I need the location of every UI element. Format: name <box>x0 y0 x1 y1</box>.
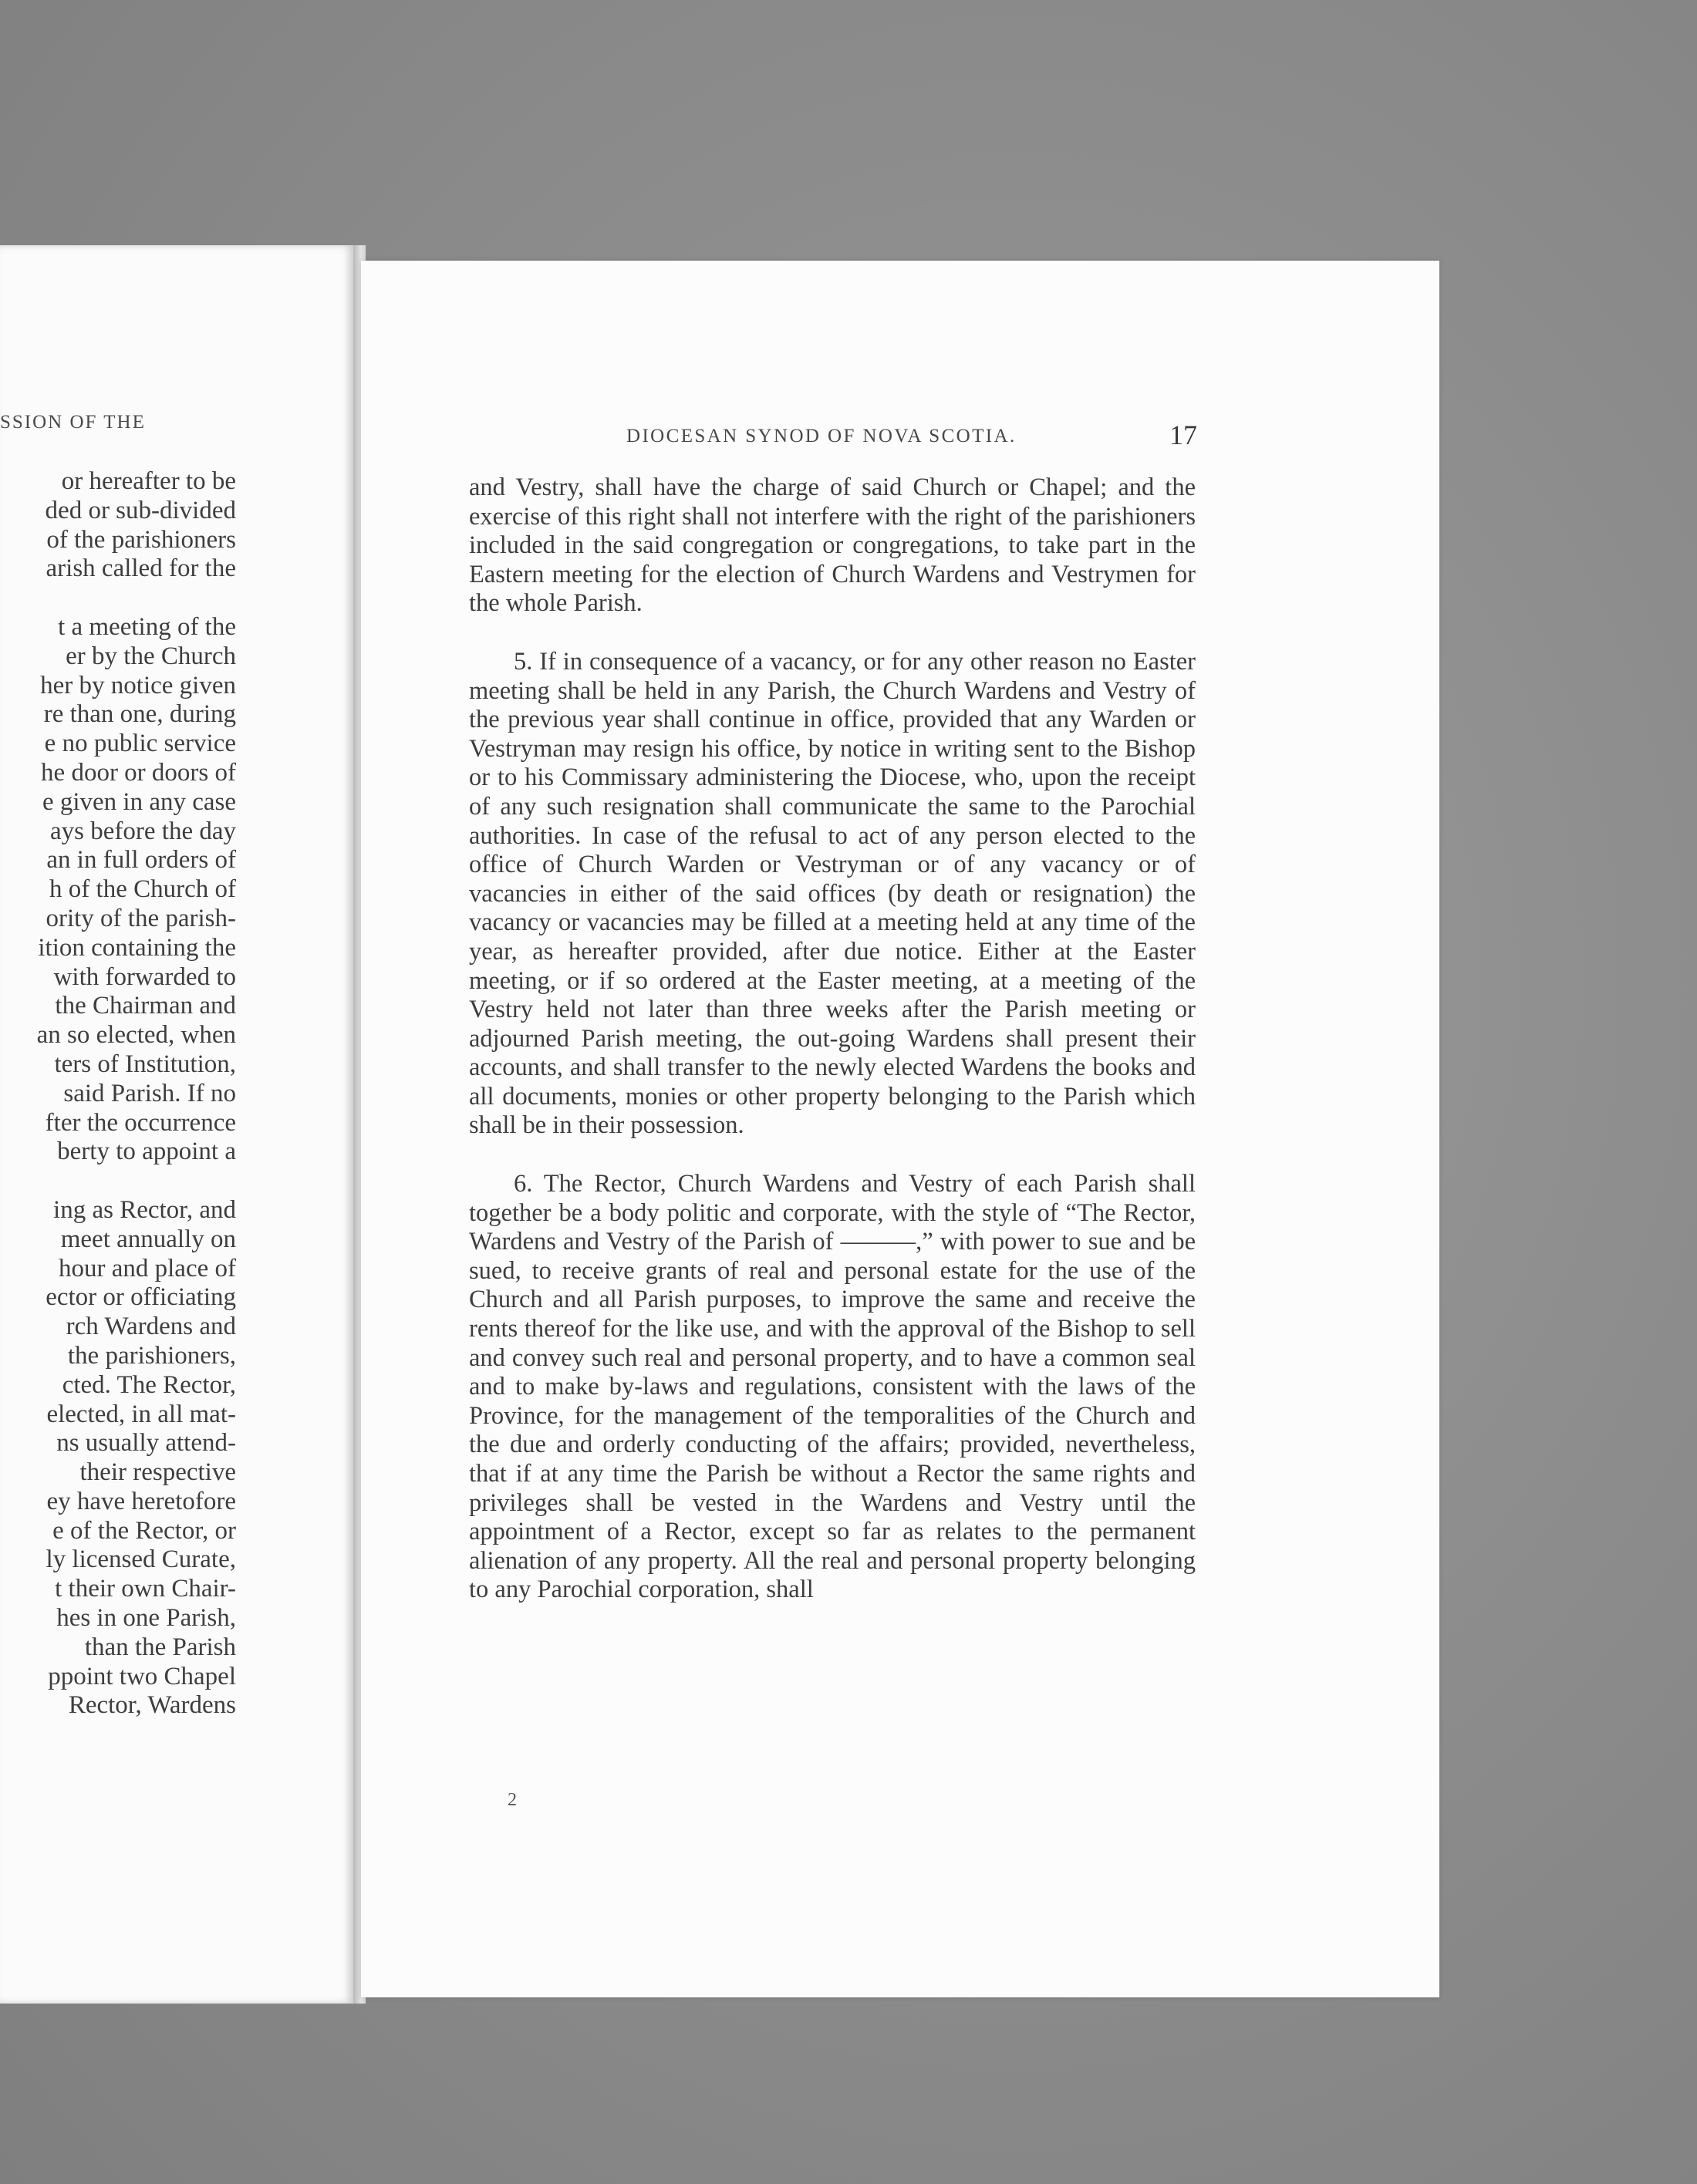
left-text-line: with forwarded to <box>53 962 236 991</box>
left-text-line: e of the Rector, or <box>52 1516 236 1545</box>
left-text-line: e given in any case <box>42 787 236 816</box>
left-text-line: meet annually on <box>60 1225 236 1253</box>
left-text-line: t their own Chair- <box>55 1575 236 1603</box>
left-text-line: or hereafter to be <box>61 467 236 495</box>
left-text-line: ey have heretofore <box>46 1487 236 1515</box>
left-text-line: h of the Church of <box>49 875 236 904</box>
left-text-line: an so elected, when <box>36 1021 236 1050</box>
left-text-line: ector or officiating <box>46 1283 236 1312</box>
left-text-line: fter the occurrence <box>45 1108 236 1137</box>
left-text-line: said Parish. If no <box>63 1079 236 1107</box>
left-text-line: their respective <box>79 1458 236 1487</box>
left-text-line: an in full orders of <box>46 846 236 875</box>
left-text-line: ters of Institution, <box>54 1050 236 1078</box>
left-text-line: elected, in all mat- <box>46 1400 236 1428</box>
page-number: 17 <box>1169 420 1197 450</box>
left-text-line: rch Wardens and <box>66 1313 236 1341</box>
left-text-line: the parishioners, <box>67 1341 236 1370</box>
left-text-line: ition containing the <box>38 933 236 962</box>
left-text-line: berty to appoint a <box>57 1138 236 1166</box>
left-page-text <box>0 467 236 1721</box>
signature-mark: 2 <box>508 1790 517 1810</box>
left-text-line: hour and place of <box>59 1254 236 1282</box>
left-text-line: he door or doors of <box>41 758 236 787</box>
left-text-line: ays before the day <box>50 817 236 845</box>
left-text-line <box>0 1167 236 1196</box>
left-text-line: ded or sub-divided <box>45 496 236 524</box>
left-text-line: e no public service <box>44 730 236 758</box>
left-text-line: er by the Church <box>66 642 236 670</box>
left-text-line: ns usually attend- <box>56 1429 236 1458</box>
left-text-line: Rector, Wardens <box>68 1691 236 1720</box>
left-text-line: than the Parish <box>84 1633 236 1661</box>
left-text-line: hes in one Parish, <box>56 1604 236 1633</box>
left-text-line: ing as Rector, and <box>53 1195 236 1224</box>
left-running-head: SSION OF THE <box>0 412 146 433</box>
right-running-head: DIOCESAN SYNOD OF NOVA SCOTIA. <box>626 426 1017 447</box>
left-text-line: ly licensed Curate, <box>46 1545 236 1574</box>
left-page <box>0 245 353 2004</box>
left-text-line: her by notice given <box>40 671 236 699</box>
left-text-line: ppoint two Chapel <box>48 1662 236 1690</box>
left-text-line: cted. The Rector, <box>62 1370 236 1399</box>
left-text-line: re than one, during <box>43 700 236 729</box>
left-text-line: arish called for the <box>46 554 236 583</box>
left-text-line: ority of the parish- <box>46 904 236 932</box>
right-page <box>361 261 1439 1997</box>
left-text-line <box>0 584 236 613</box>
left-text-line: of the parishioners <box>46 525 236 554</box>
right-page-body <box>469 474 1196 1605</box>
paragraph-section-5: 5. If in consequence of a vacancy, or for any other reason no Easter meeting shall be held in any Parish, the Church Wardens and Vestry of the previous year shall continue in office, provided that any Warden or Vestryman may resign his office, by notice in writing sent to the Bishop or to his Commissary administering the Diocese, who, upon the receipt of any such resignation shall communicate the same to the Parochial authorities. In case of the refusal to act of any person elected to the office of Church Warden or Vestryman or of any vacancy or of vacancies in either of the said offices (by death or resignation) the vacancy or vacancies may be filled at a meeting held at any time of the year, as hereafter provided, after due notice. Either at the Easter meeting, or if so ordered at the Easter meeting, at a meeting of the Vestry held not later than three weeks after the Parish meeting or adjourned Parish meeting, the out-going Wardens shall present their accounts, and shall transfer to the newly elected Wardens the books and all documents, monies or other property belonging to the Parish which shall be in their possession. <box>469 647 1196 1140</box>
paragraph-section-6: 6. The Rector, Church Wardens and Vestry of each Parish shall together be a body politic and corporate, with the style of “The Rector, Wardens and Vestry of the Parish of ———,” with power to sue and be sued, to receive grants of real and personal estate for the use of the Church and all Parish purposes, to improve the same and receive the rents thereof for the like use, and with the approval of the Bishop to sell and convey such real and personal property, and to have a common seal and to make by-laws and regulations, consistent with the laws of the Province, for the management of the temporalities of the Church and the due and orderly conducting of the affairs; provided, nevertheless, that if at any time the Parish be without a Rector the same rights and privileges shall be vested in the Wardens and Vestry until the appointment of a Rector, except so far as relates to the permanent alienation of any property. All the real and personal property belonging to any Parochial corporation, shall <box>469 1170 1196 1604</box>
paragraph-continued: and Vestry, shall have the charge of said Church or Chapel; and the exercise of this right shall not interfere with the right of the parishioners included in the said congregation or congregations, to take part in the Eastern meeting for the election of Church Wardens and Vestrymen for the whole Parish. <box>469 474 1196 618</box>
left-text-line: t a meeting of the <box>58 612 236 641</box>
left-text-line: the Chairman and <box>55 992 236 1020</box>
